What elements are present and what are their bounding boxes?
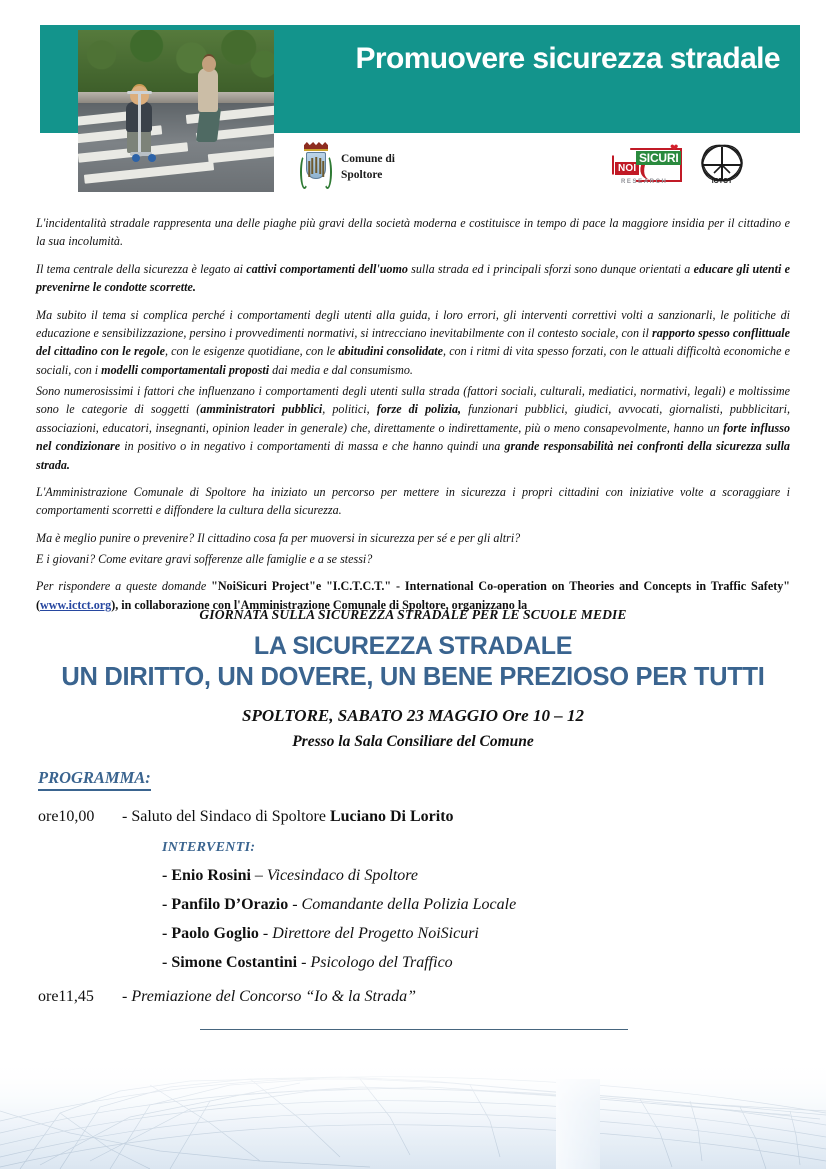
footer-watermark-image: [0, 1061, 826, 1169]
heart-icon: ❤: [670, 143, 679, 154]
comune-crest-icon: [300, 142, 332, 194]
speaker-sep: -: [258, 925, 273, 942]
photo-curb: [78, 92, 274, 103]
photo-hedge: [78, 30, 274, 92]
svg-text:ICTCT: ICTCT: [711, 178, 733, 185]
paragraph-8: Per rispondere a queste domande "NoiSicuri Project"e "I.C.T.C.T." - International Co-operation on Theories and Concepts in Traffic Safety" (www.ictct.org), in collaborazione con l'Amministrazione Comunale di Spoltore, organizzano la: [36, 579, 790, 612]
partner-logos: [612, 144, 744, 186]
speaker-row: [162, 925, 826, 943]
comune-label-line1: Comune di: [341, 153, 395, 166]
programma-heading: PROGRAMMA:: [38, 768, 151, 791]
event-title-line-2: UN DIRITTO, UN DOVERE, UN BENE PREZIOSO PER TUTTI: [61, 663, 765, 692]
section-divider: [200, 1029, 628, 1030]
photo-woman-head: [202, 56, 216, 72]
photo-scooter-handle: [127, 91, 152, 94]
photo-woman-body: [198, 68, 218, 112]
footer-haze-overlay: [0, 1061, 826, 1169]
programma-item-2-time: ore11,45: [38, 988, 94, 1005]
speaker-row: [162, 954, 826, 972]
paragraph-7: E i giovani? Come evitare gravi sofferenze alle famiglie e a se stessi?: [36, 552, 373, 566]
paragraph-6: Ma è meglio punire o prevenire? Il cittadino cosa fa per muoversi in sicurezza per sé e per gli altri?: [36, 530, 521, 545]
paragraph-4: Sono numerosissimi i fattori che influenzano i comportamenti degli utenti sulla strada (fattori sociali, culturali, mediatici, normativi, legali) e moltissime sono le categorie di soggetti (amministratori pubblici, politici, forze di polizia, funzionari pubblici, giudici, avvocati, giornalisti, pubblicitari, associazioni, educatori, insegnanti, opinion leader in generale) che, direttamente o indirettamente, più o meno consapevolmente, hanno un forte influsso nel condizionare in positivo o in negativo i comportamenti di massa e che hanno quindi una grande responsabilità nei confronti della sicurezza sulla strada.: [36, 384, 790, 472]
event-main-title: [0, 631, 826, 694]
speaker-name: - Simone Costantini: [162, 954, 298, 971]
noisicuri-logo-icon: [612, 144, 682, 186]
speaker-sep: –: [250, 867, 267, 884]
speaker-name: - Panfilo D’Orazio: [162, 896, 289, 913]
body-text: [0, 214, 826, 623]
comune-label-line2: Spoltore: [341, 169, 383, 181]
event-datetime: SPOLTORE, SABATO 23 MAGGIO Ore 10 – 12: [242, 706, 584, 726]
photo-woman-legs: [196, 108, 221, 142]
programma-item-2: [38, 988, 826, 1006]
noisicuri-research-text: RESEARCH: [621, 179, 668, 185]
comune-logo-group: [300, 142, 395, 194]
noisicuri-sicuri-text: SICURI: [636, 151, 681, 165]
event-kicker: GIORNATA SULLA SICUREZZA STRADALE PER LE SCUOLE MEDIE: [199, 607, 627, 622]
noisicuri-noi-text: NOI: [615, 162, 639, 175]
programma-item-1-desc: - Saluto del Sindaco di Spoltore Luciano Di Lorito: [122, 808, 454, 825]
programma-section: [0, 768, 826, 1006]
event-venue: Presso la Sala Consiliare del Comune: [292, 733, 534, 751]
paragraph-3: Ma subito il tema si complica perché i comportamenti degli utenti alla guida, i loro errori, gli interventi correttivi volti a sanzionarli, le politiche di educazione e sensibilizzazione, persino i provvedimenti normativi, si intrecciano inevitabilmente con il contesto sociale, con il rapporto spesso conflittuale del cittadino con le regole, con le esigenze quotidiane, con le abitudini consolidate, con i ritmi di vita spesso forzati, con le attuali difficoltà economiche e sociali, con i modelli comportamentali proposti dai media e dal consumismo.: [36, 307, 790, 377]
programma-item-2-desc: - Premiazione del Concorso “Io & la Strada”: [122, 988, 417, 1005]
speaker-role: Comandante della Polizia Locale: [301, 896, 517, 913]
interventi-label: INTERVENTI:: [162, 840, 256, 855]
paragraph-2: Il tema centrale della sicurezza è legato ai cattivi comportamenti dell'uomo sulla strada ed i principali sforzi sono dunque orientati a educare gli utenti e prevenirne le condotte scorrette.: [36, 261, 790, 295]
programma-item-1-time: ore10,00: [38, 808, 95, 825]
banner-title: Promuovere sicurezza stradale: [355, 42, 780, 75]
speaker-name: - Enio Rosini: [162, 867, 251, 884]
speaker-name: - Paolo Goglio: [162, 925, 259, 942]
speaker-role: Vicesindaco di Spoltore: [266, 867, 418, 884]
speaker-row: [162, 867, 826, 885]
event-title-block: [0, 607, 826, 751]
speaker-sep: -: [288, 896, 302, 913]
ictct-website-link[interactable]: www.ictct.org: [40, 597, 112, 612]
comune-label: [341, 152, 395, 183]
paragraph-1: L'incidentalità stradale rappresenta una delle piaghe più gravi della società moderna e costituisce in tempo di pace la maggiore insidia per il cittadino e la sua incolumità.: [36, 216, 790, 249]
ictct-logo-icon: [700, 144, 744, 186]
speaker-role: Direttore del Progetto NoiSicuri: [272, 925, 479, 942]
programma-item-1: [38, 808, 826, 826]
logo-row: [0, 140, 826, 196]
event-title-line-1: LA SICUREZZA STRADALE: [253, 632, 573, 660]
speaker-row: [162, 896, 826, 914]
header-banner: [0, 0, 826, 200]
speaker-role: Psicologo del Traffico: [310, 954, 453, 971]
paragraph-5: L'Amministrazione Comunale di Spoltore ha iniziato un percorso per mettere in sicurezza i propri cittadini con iniziative volte a scoraggiare i comportamenti scorretti e diffondere la cultura della sicurezza.: [36, 484, 790, 518]
speaker-sep: -: [297, 954, 311, 971]
